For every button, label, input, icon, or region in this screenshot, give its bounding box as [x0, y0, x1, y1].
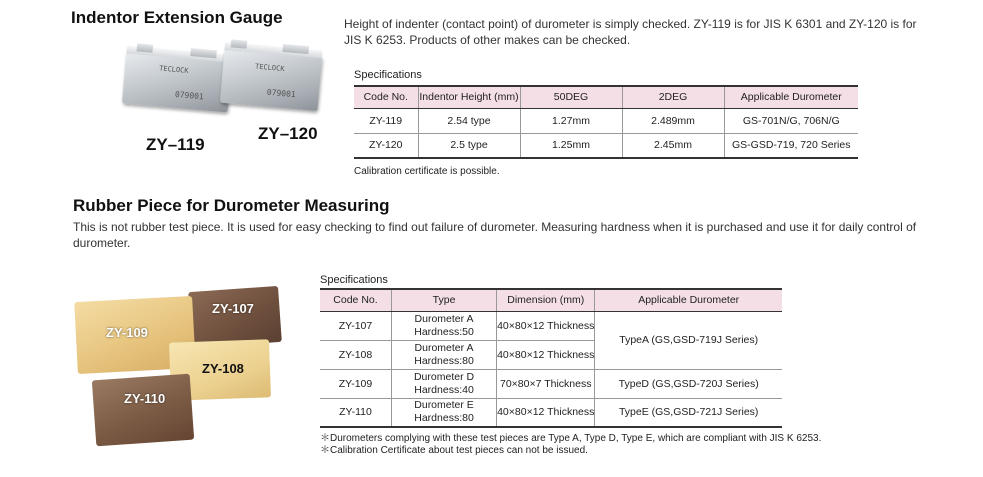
table-row	[354, 133, 858, 158]
table-cell: ZY-119	[354, 108, 418, 133]
table-cell: 1.25mm	[520, 133, 622, 158]
table-cell: ZY-107	[320, 311, 391, 340]
table-header-row	[354, 86, 858, 108]
gauge-zy120-block	[220, 48, 322, 111]
table-cell: 2.45mm	[622, 133, 724, 158]
column-header: 2DEG	[622, 86, 724, 108]
column-header: 50DEG	[520, 86, 622, 108]
column-header: Type	[391, 289, 496, 311]
table-cell: GS-701N/G, 706N/G	[724, 108, 858, 133]
column-header: Applicable Durometer	[595, 289, 782, 311]
rubber-spec-label: Specifications	[320, 274, 388, 286]
gauge-zy120-brand: TECLOCK	[254, 62, 285, 74]
gauge-label-zy120: ZY–120	[258, 124, 318, 143]
gauge-section-title: Indentor Extension Gauge	[71, 8, 283, 27]
type-line: Hardness:80	[414, 412, 474, 425]
table-cell: ZY-110	[320, 398, 391, 427]
table-cell	[391, 398, 496, 427]
table-row	[320, 398, 782, 427]
table-cell: 2.54 type	[418, 108, 520, 133]
rubber-description: This is not rubber test piece. It is used for easy checking to find out failure of durometer. Measuring hardness when it is purchased and use it for daily control of durometer.	[73, 220, 917, 250]
type-line: Hardness:50	[414, 325, 474, 338]
type-line: Durometer A	[414, 312, 474, 325]
column-header: Indentor Height (mm)	[418, 86, 520, 108]
rubber-label-zy109: ZY-109	[106, 325, 148, 340]
rubber-pieces-image	[72, 283, 286, 449]
gauge-label-zy119: ZY–119	[146, 135, 205, 154]
table-cell	[391, 340, 496, 369]
table-cell: ZY-120	[354, 133, 418, 158]
table-cell	[391, 311, 496, 340]
table-row	[320, 311, 782, 340]
table-cell: 40×80×12 Thickness	[497, 340, 595, 369]
gauge-spec-table	[354, 85, 858, 159]
gauge-zy119-block	[122, 51, 232, 112]
column-header: Code No.	[354, 86, 418, 108]
table-header-row	[320, 289, 782, 311]
rubber-label-zy110: ZY-110	[124, 391, 166, 406]
rubber-spec-table	[320, 288, 782, 428]
table-row	[320, 369, 782, 398]
type-line: Hardness:80	[414, 354, 474, 367]
rubber-note-2: ＊Calibration Certificate about test pieces can not be issued.	[320, 445, 588, 456]
table-cell: 1.27mm	[520, 108, 622, 133]
table-cell	[391, 369, 496, 398]
type-line: Durometer D	[413, 370, 475, 383]
table-cell: 40×80×12 Thickness	[497, 311, 595, 340]
gauge-zy119-serial: 079001	[174, 89, 205, 102]
type-line: Durometer A	[414, 341, 474, 354]
table-cell: 2.5 type	[418, 133, 520, 158]
rubber-note-1: ＊Durometers complying with these test pieces are Type A, Type D, Type E, which are compliant with JIS K 6253.	[320, 433, 822, 444]
column-header: Dimension (mm)	[497, 289, 595, 311]
table-cell: ZY-109	[320, 369, 391, 398]
table-cell: TypeA (GS,GSD-719J Series)	[595, 311, 782, 369]
gauge-calibration-note: Calibration certificate is possible.	[354, 166, 500, 177]
gauge-zy119-brand: TECLOCK	[158, 64, 189, 75]
rubber-piece-zy110	[92, 374, 194, 447]
rubber-section-title: Rubber Piece for Durometer Measuring	[73, 196, 390, 215]
column-header: Code No.	[320, 289, 391, 311]
table-cell: TypeE (GS,GSD-721J Series)	[595, 398, 782, 427]
rubber-piece-zy107	[188, 286, 282, 348]
table-cell: ZY-108	[320, 340, 391, 369]
table-row	[354, 108, 858, 133]
rubber-label-zy108: ZY-108	[202, 361, 244, 376]
type-line: Durometer E	[414, 399, 474, 412]
gauge-spec-label: Specifications	[354, 69, 422, 81]
table-cell: 40×80×12 Thickness	[497, 398, 595, 427]
gauge-description: Height of indenter (contact point) of durometer is simply checked. ZY-119 is for JIS K 6301 and ZY-120 is for JIS K 6253. Products of other makes can be checked.	[344, 17, 917, 47]
table-cell: GS-GSD-719, 720 Series	[724, 133, 858, 158]
gauge-zy120-serial: 079001	[266, 87, 297, 100]
table-cell: 70×80×7 Thickness	[497, 369, 595, 398]
column-header: Applicable Durometer	[724, 86, 858, 108]
table-cell: 2.489mm	[622, 108, 724, 133]
rubber-label-zy107: ZY-107	[212, 301, 254, 316]
table-cell: TypeD (GS,GSD-720J Series)	[595, 369, 782, 398]
type-line: Hardness:40	[414, 383, 474, 396]
